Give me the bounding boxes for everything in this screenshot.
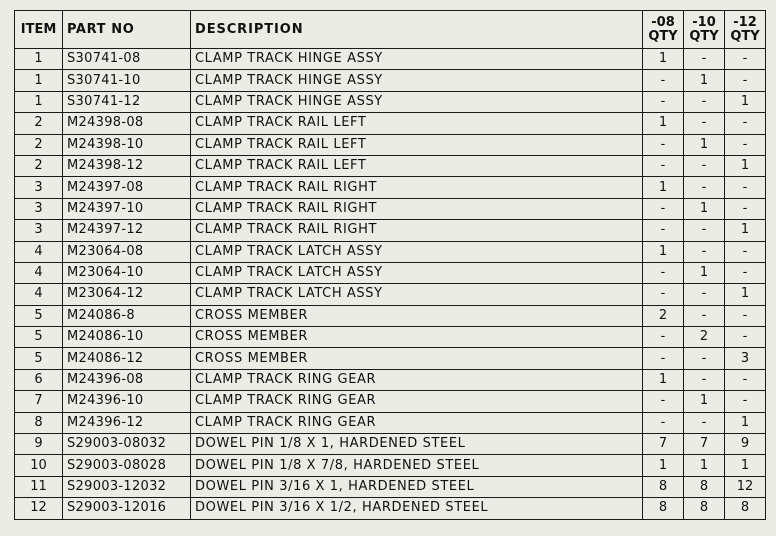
cell-qty-12: - (725, 198, 766, 219)
cell-qty-08: - (643, 262, 684, 283)
cell-qty-12: 12 (725, 476, 766, 497)
cell-qty-10: 1 (684, 455, 725, 476)
cell-qty-12: - (725, 369, 766, 390)
cell-part-no: M24397-12 (63, 220, 191, 241)
cell-part-no: M24397-08 (63, 177, 191, 198)
cell-description: DOWEL PIN 1/8 X 7/8, HARDENED STEEL (191, 455, 643, 476)
table-row (15, 262, 766, 283)
cell-qty-08: - (643, 91, 684, 112)
header-item: ITEM (15, 11, 63, 49)
cell-part-no: M23064-10 (63, 262, 191, 283)
cell-part-no: S29003-08032 (63, 434, 191, 455)
cell-qty-10: - (684, 177, 725, 198)
cell-qty-10: 1 (684, 198, 725, 219)
cell-qty-10: - (684, 155, 725, 176)
cell-item: 4 (15, 284, 63, 305)
cell-description: CROSS MEMBER (191, 327, 643, 348)
cell-qty-12: 3 (725, 348, 766, 369)
table-row (15, 455, 766, 476)
cell-qty-12: - (725, 305, 766, 326)
table-body (15, 49, 766, 520)
cell-description: CLAMP TRACK HINGE ASSY (191, 49, 643, 70)
cell-description: CROSS MEMBER (191, 305, 643, 326)
cell-qty-08: - (643, 284, 684, 305)
table-row (15, 220, 766, 241)
cell-description: CLAMP TRACK RAIL RIGHT (191, 177, 643, 198)
table-row (15, 49, 766, 70)
table-row (15, 476, 766, 497)
header-description: DESCRIPTION (191, 11, 643, 49)
cell-part-no: S30741-10 (63, 70, 191, 91)
cell-qty-10: - (684, 241, 725, 262)
cell-qty-10: 8 (684, 498, 725, 519)
cell-qty-10: - (684, 91, 725, 112)
cell-part-no: S30741-12 (63, 91, 191, 112)
cell-item: 1 (15, 91, 63, 112)
cell-qty-10: 2 (684, 327, 725, 348)
cell-qty-08: - (643, 70, 684, 91)
table-row (15, 434, 766, 455)
cell-qty-12: - (725, 134, 766, 155)
cell-part-no: M23064-08 (63, 241, 191, 262)
header-part-no: PART NO (63, 11, 191, 49)
cell-qty-12: 8 (725, 498, 766, 519)
cell-qty-10: - (684, 220, 725, 241)
cell-description: CLAMP TRACK RING GEAR (191, 412, 643, 433)
cell-qty-10: - (684, 348, 725, 369)
cell-description: CLAMP TRACK LATCH ASSY (191, 262, 643, 283)
table-row (15, 70, 766, 91)
cell-item: 8 (15, 412, 63, 433)
cell-qty-12: - (725, 70, 766, 91)
cell-description: CLAMP TRACK RAIL RIGHT (191, 220, 643, 241)
cell-description: CLAMP TRACK RING GEAR (191, 369, 643, 390)
table-row (15, 113, 766, 134)
cell-part-no: M24086-8 (63, 305, 191, 326)
table-row (15, 198, 766, 219)
cell-qty-08: - (643, 220, 684, 241)
cell-part-no: M24398-08 (63, 113, 191, 134)
cell-qty-10: - (684, 113, 725, 134)
cell-qty-10: 1 (684, 262, 725, 283)
cell-qty-10: 7 (684, 434, 725, 455)
cell-qty-08: - (643, 198, 684, 219)
cell-qty-12: 1 (725, 455, 766, 476)
cell-item: 3 (15, 198, 63, 219)
cell-qty-08: 1 (643, 369, 684, 390)
cell-qty-12: 1 (725, 412, 766, 433)
cell-qty-08: 1 (643, 455, 684, 476)
cell-item: 3 (15, 220, 63, 241)
cell-part-no: S30741-08 (63, 49, 191, 70)
bill-of-materials-table (14, 10, 766, 520)
cell-item: 10 (15, 455, 63, 476)
cell-qty-10: - (684, 284, 725, 305)
cell-qty-10: 1 (684, 70, 725, 91)
cell-qty-08: - (643, 348, 684, 369)
cell-description: CLAMP TRACK RAIL LEFT (191, 134, 643, 155)
cell-item: 4 (15, 241, 63, 262)
cell-qty-08: 8 (643, 498, 684, 519)
cell-item: 2 (15, 134, 63, 155)
header-qty-10 (684, 11, 725, 49)
cell-qty-08: 1 (643, 113, 684, 134)
cell-item: 12 (15, 498, 63, 519)
cell-qty-08: 2 (643, 305, 684, 326)
cell-description: CLAMP TRACK HINGE ASSY (191, 70, 643, 91)
table-row (15, 348, 766, 369)
cell-part-no: S29003-12016 (63, 498, 191, 519)
cell-part-no: S29003-08028 (63, 455, 191, 476)
header-qty-10-label: QTY (689, 28, 719, 44)
cell-description: CLAMP TRACK RING GEAR (191, 391, 643, 412)
cell-item: 6 (15, 369, 63, 390)
table-row (15, 284, 766, 305)
header-qty-12-dash: -12 (733, 14, 757, 30)
table-row (15, 369, 766, 390)
cell-item: 7 (15, 391, 63, 412)
cell-part-no: M24396-12 (63, 412, 191, 433)
cell-description: CLAMP TRACK RAIL RIGHT (191, 198, 643, 219)
table-row (15, 305, 766, 326)
cell-qty-10: - (684, 369, 725, 390)
cell-item: 4 (15, 262, 63, 283)
cell-item: 5 (15, 327, 63, 348)
cell-description: CROSS MEMBER (191, 348, 643, 369)
cell-qty-08: - (643, 391, 684, 412)
table-row (15, 498, 766, 519)
cell-qty-08: - (643, 412, 684, 433)
cell-part-no: M24396-08 (63, 369, 191, 390)
header-qty-08-label: QTY (648, 28, 678, 44)
cell-item: 2 (15, 113, 63, 134)
table-row (15, 391, 766, 412)
table-row (15, 327, 766, 348)
header-qty-12-label: QTY (730, 28, 760, 44)
table-header (15, 11, 766, 49)
table-row (15, 155, 766, 176)
cell-qty-12: 1 (725, 284, 766, 305)
table-row (15, 412, 766, 433)
cell-qty-10: - (684, 412, 725, 433)
cell-qty-08: 7 (643, 434, 684, 455)
cell-qty-12: - (725, 49, 766, 70)
cell-part-no: M23064-12 (63, 284, 191, 305)
table-row (15, 134, 766, 155)
cell-description: DOWEL PIN 3/16 X 1, HARDENED STEEL (191, 476, 643, 497)
cell-qty-12: 1 (725, 220, 766, 241)
cell-description: CLAMP TRACK HINGE ASSY (191, 91, 643, 112)
header-row (15, 11, 766, 49)
cell-item: 9 (15, 434, 63, 455)
header-qty-12 (725, 11, 766, 49)
cell-qty-12: - (725, 391, 766, 412)
cell-qty-08: 1 (643, 241, 684, 262)
cell-qty-12: - (725, 262, 766, 283)
table-row (15, 177, 766, 198)
cell-qty-12: 1 (725, 91, 766, 112)
cell-part-no: M24398-12 (63, 155, 191, 176)
cell-qty-10: 1 (684, 134, 725, 155)
cell-qty-12: - (725, 177, 766, 198)
table-row (15, 91, 766, 112)
cell-item: 11 (15, 476, 63, 497)
cell-description: CLAMP TRACK RAIL LEFT (191, 155, 643, 176)
cell-qty-12: - (725, 113, 766, 134)
cell-qty-12: 1 (725, 155, 766, 176)
cell-qty-10: 1 (684, 391, 725, 412)
cell-qty-10: 8 (684, 476, 725, 497)
cell-part-no: M24086-12 (63, 348, 191, 369)
cell-description: CLAMP TRACK LATCH ASSY (191, 241, 643, 262)
cell-part-no: M24396-10 (63, 391, 191, 412)
cell-qty-12: - (725, 327, 766, 348)
header-qty-08 (643, 11, 684, 49)
cell-qty-08: 8 (643, 476, 684, 497)
cell-item: 1 (15, 70, 63, 91)
cell-description: DOWEL PIN 1/8 X 1, HARDENED STEEL (191, 434, 643, 455)
cell-part-no: M24086-10 (63, 327, 191, 348)
cell-qty-10: - (684, 305, 725, 326)
cell-qty-10: - (684, 49, 725, 70)
cell-part-no: S29003-12032 (63, 476, 191, 497)
cell-item: 5 (15, 348, 63, 369)
cell-item: 5 (15, 305, 63, 326)
header-qty-10-dash: -10 (692, 14, 716, 30)
cell-qty-12: 9 (725, 434, 766, 455)
cell-description: DOWEL PIN 3/16 X 1/2, HARDENED STEEL (191, 498, 643, 519)
cell-qty-08: 1 (643, 49, 684, 70)
cell-qty-08: - (643, 327, 684, 348)
cell-qty-08: - (643, 155, 684, 176)
cell-qty-12: - (725, 241, 766, 262)
cell-description: CLAMP TRACK RAIL LEFT (191, 113, 643, 134)
cell-qty-08: 1 (643, 177, 684, 198)
header-qty-08-dash: -08 (651, 14, 675, 30)
cell-part-no: M24397-10 (63, 198, 191, 219)
cell-item: 3 (15, 177, 63, 198)
cell-part-no: M24398-10 (63, 134, 191, 155)
cell-qty-08: - (643, 134, 684, 155)
cell-description: CLAMP TRACK LATCH ASSY (191, 284, 643, 305)
cell-item: 2 (15, 155, 63, 176)
table-row (15, 241, 766, 262)
cell-item: 1 (15, 49, 63, 70)
